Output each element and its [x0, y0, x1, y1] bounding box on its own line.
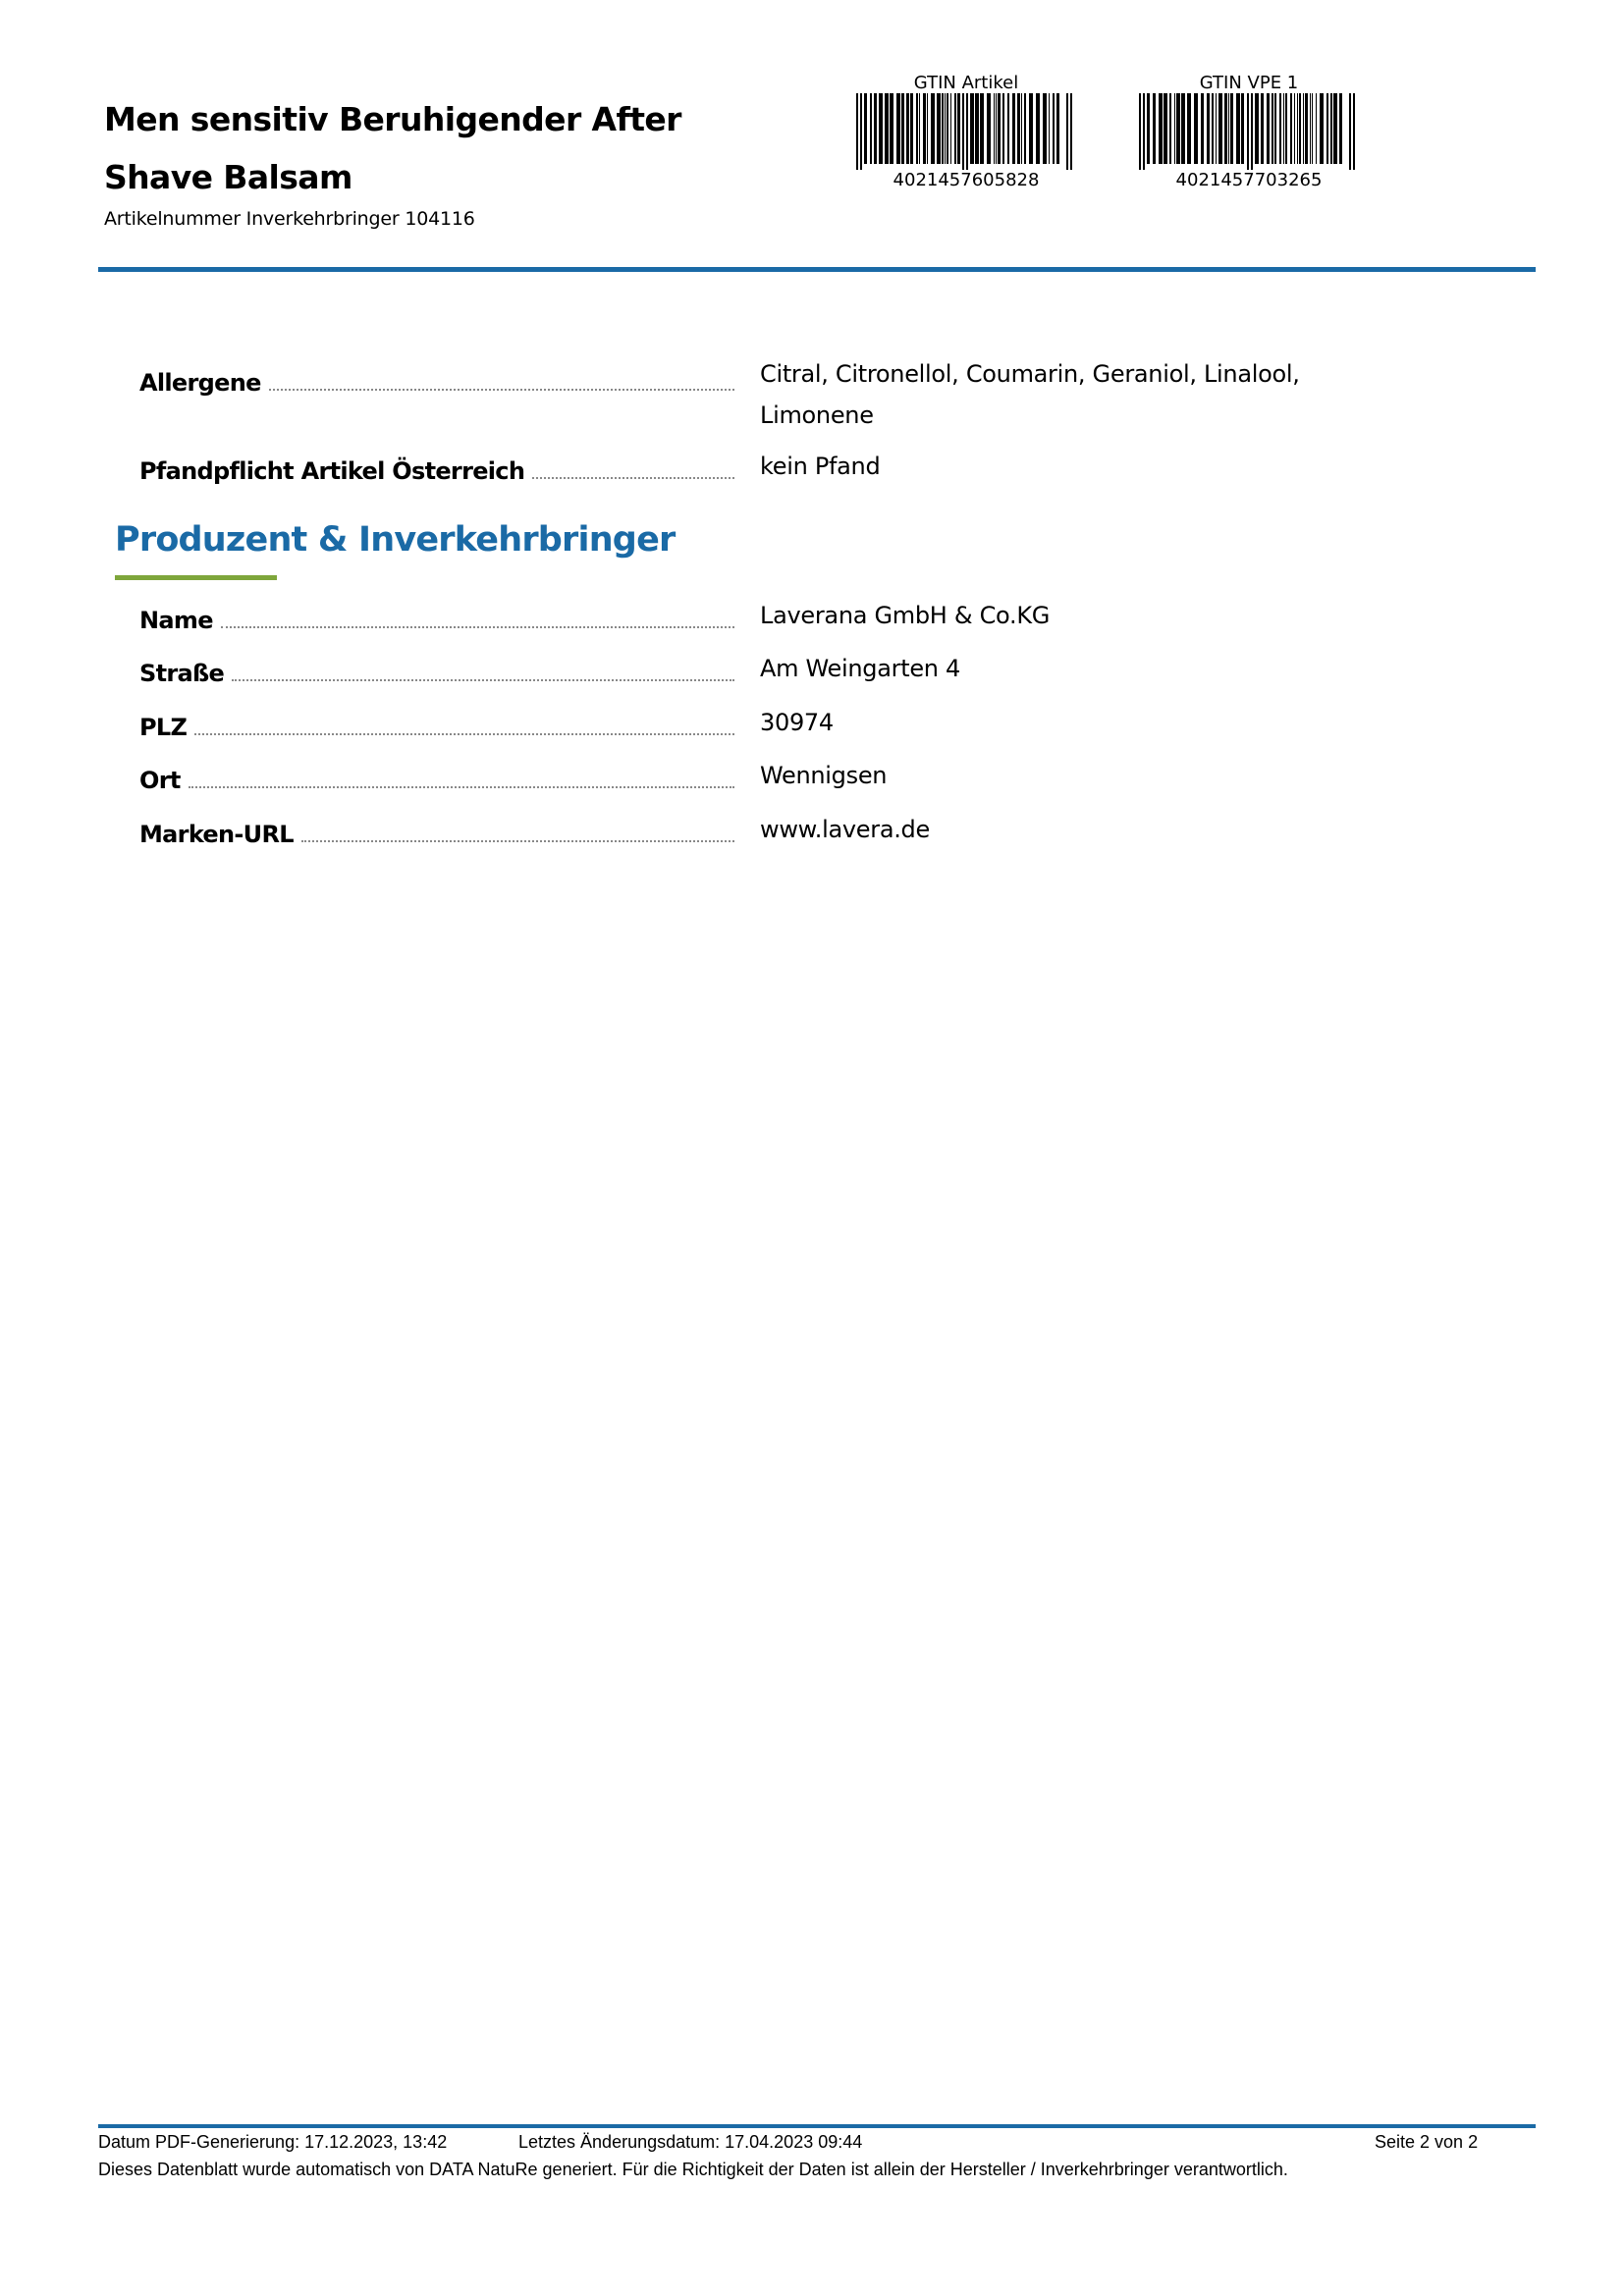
section-underline — [115, 575, 277, 580]
producer-row-strasse — [139, 650, 1367, 689]
barcode-gtin-artikel — [848, 73, 1084, 190]
article-number: Artikelnummer Inverkehrbringer 104116 — [104, 208, 475, 230]
producer-row-name — [139, 597, 1367, 636]
section-heading-producer: Produzent & Inverkehrbringer — [115, 520, 676, 560]
property-value: kein Pfand — [760, 453, 881, 480]
dot-leader — [221, 625, 734, 628]
footer-divider — [98, 2124, 1536, 2128]
barcode-icon — [1131, 93, 1367, 170]
property-label: Allergene — [139, 369, 261, 397]
footer-modified-date: Letztes Änderungsdatum: 17.04.2023 09:44 — [518, 2132, 863, 2152]
barcode-label: GTIN Artikel — [913, 73, 1019, 93]
barcode-icon — [848, 93, 1084, 170]
producer-value: www.lavera.de — [760, 816, 930, 843]
property-row-pfand — [139, 448, 1367, 487]
footer-page-number: Seite 2 von 2 — [1375, 2132, 1479, 2152]
property-row-allergene — [139, 359, 1367, 442]
producer-label: Straße — [139, 660, 225, 687]
producer-label: Name — [139, 607, 213, 634]
footer-disclaimer: Dieses Datenblatt wurde automatisch von DATA NatuRe generiert. Für die Richtigkeit der Daten ist allein der Hersteller / Inverkehrbringer verantwortlich. — [98, 2160, 1288, 2179]
product-title: Men sensitiv Beruhigender After Shave Balsam — [104, 100, 681, 196]
dot-leader — [189, 785, 734, 788]
producer-row-plz — [139, 704, 1367, 743]
dot-leader — [194, 732, 734, 735]
barcode-label: GTIN VPE 1 — [1199, 73, 1299, 93]
producer-label: PLZ — [139, 714, 188, 741]
header-divider — [98, 267, 1536, 272]
barcode-number: 4021457605828 — [893, 170, 1040, 190]
producer-value: Wennigsen — [760, 762, 888, 789]
property-value: Citral, Citronellol, Coumarin, Geraniol, Linalool, Limonene — [760, 360, 1300, 429]
dot-leader — [532, 476, 734, 479]
producer-label: Ort — [139, 767, 181, 794]
producer-value: Laverana GmbH & Co.KG — [760, 602, 1051, 629]
producer-value: 30974 — [760, 709, 834, 736]
dot-leader — [232, 678, 734, 681]
footer-generated-date: Datum PDF-Generierung: 17.12.2023, 13:42 — [98, 2132, 448, 2152]
barcode-number: 4021457703265 — [1175, 170, 1323, 190]
dot-leader — [269, 388, 734, 391]
producer-value: Am Weingarten 4 — [760, 655, 960, 682]
barcode-gtin-vpe — [1131, 73, 1367, 190]
producer-row-ort — [139, 757, 1367, 796]
producer-label: Marken-URL — [139, 821, 294, 848]
dot-leader — [301, 839, 734, 842]
property-label: Pfandpflicht Artikel Österreich — [139, 457, 525, 485]
producer-row-marken-url — [139, 811, 1367, 850]
